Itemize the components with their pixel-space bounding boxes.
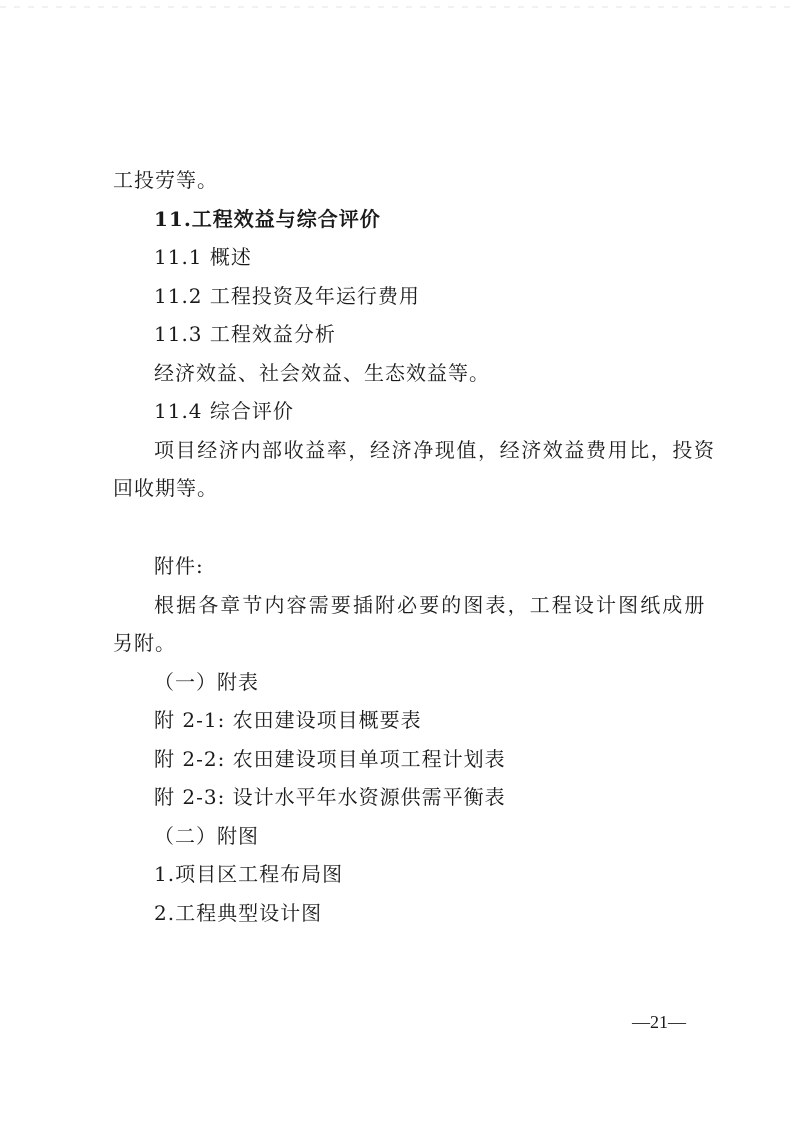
attachment-item: 附 2-1: 农田建设项目概要表 [154, 708, 422, 732]
attachment-subheading: （二）附图 [154, 824, 259, 848]
attachment-item: 附 2-3: 设计水平年水资源供需平衡表 [154, 785, 506, 809]
text-line: 项目经济内部收益率，经济净现值，经济效益费用比，投资 [154, 438, 716, 462]
attachment-subheading: （一）附表 [154, 670, 259, 694]
subsection-heading: 11.1 概述 [154, 245, 252, 269]
subsection-heading: 11.2 工程投资及年运行费用 [154, 284, 420, 308]
attachment-heading: 附件: [154, 554, 204, 578]
text-line: 根据各章节内容需要插附必要的图表，工程设计图纸成册 [154, 593, 707, 617]
section-heading: 11.工程效益与综合评价 [154, 207, 381, 231]
text-line: 工投劳等。 [113, 168, 218, 192]
attachment-item: 2.工程典型设计图 [154, 901, 323, 925]
subsection-heading: 11.3 工程效益分析 [154, 322, 336, 346]
attachment-item: 1.项目区工程布局图 [154, 862, 344, 886]
subsection-heading: 11.4 综合评价 [154, 399, 294, 423]
text-line: 经济效益、社会效益、生态效益等。 [154, 361, 490, 385]
text-line: 回收期等。 [113, 476, 218, 500]
attachment-item: 附 2-2: 农田建设项目单项工程计划表 [154, 747, 506, 771]
text-line: 另附。 [113, 631, 176, 655]
page-number: —21— [632, 1012, 686, 1032]
